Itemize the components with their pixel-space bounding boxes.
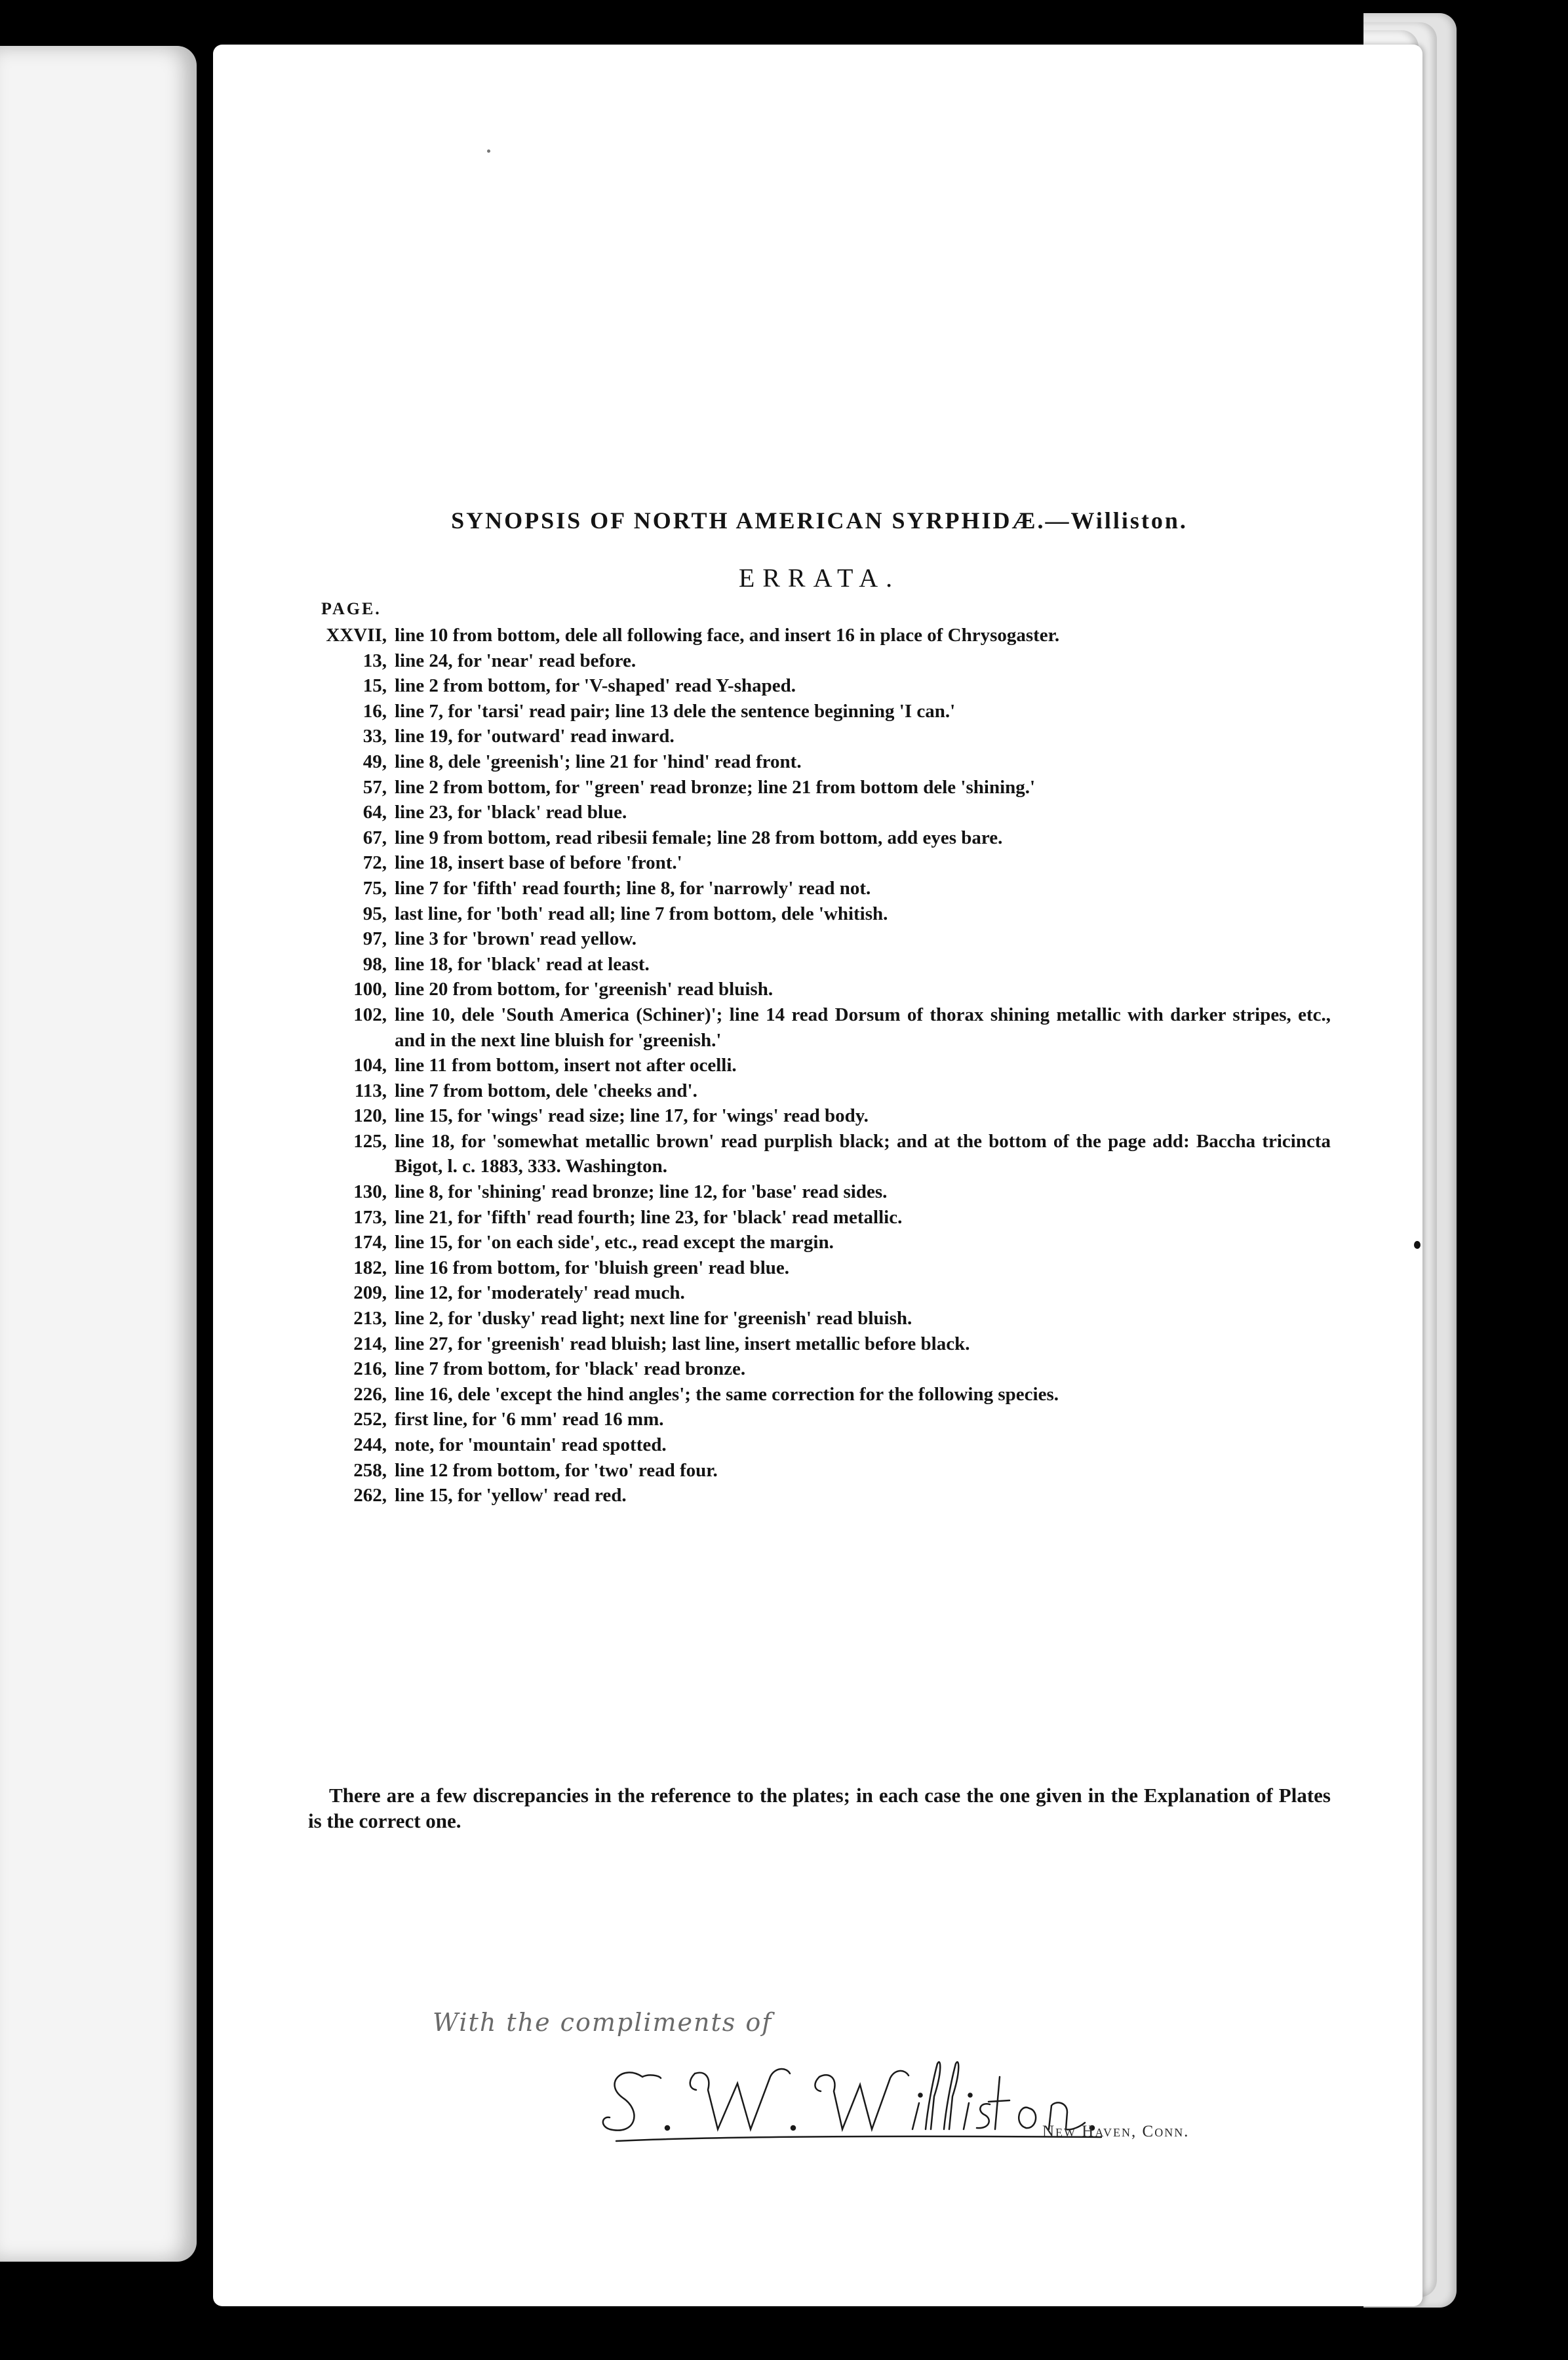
errata-correction: line 12 from bottom, for 'two' read four. — [395, 1459, 718, 1481]
errata-correction: line 8, dele 'greenish'; line 21 for 'hind' read front. — [395, 751, 802, 772]
errata-entry — [308, 1331, 1331, 1357]
errata-entry — [308, 1103, 1331, 1129]
errata-entry — [308, 850, 1331, 876]
errata-correction: line 16 from bottom, for 'bluish green' read blue. — [395, 1257, 790, 1278]
errata-page-number: 104, — [353, 1055, 387, 1076]
errata-entry — [308, 699, 1331, 724]
errata-entry — [308, 1078, 1331, 1104]
errata-entry — [308, 1002, 1331, 1053]
errata-correction: line 27, for 'greenish' read bluish; last line, insert metallic before black. — [395, 1333, 970, 1354]
errata-correction: line 7 from bottom, for 'black' read bronze. — [395, 1358, 746, 1380]
running-head: SYNOPSIS OF NORTH AMERICAN SYRPHIDÆ.—Williston. — [451, 507, 1188, 534]
errata-page-number: 226, — [353, 1383, 387, 1405]
errata-page-number: 64, — [363, 802, 387, 823]
errata-page-number: 262, — [353, 1485, 387, 1506]
errata-page-number: 102, — [353, 1004, 387, 1025]
compliments-stamp: With the compliments of — [433, 2008, 773, 2037]
errata-correction: line 10, dele 'South America (Schiner)'; line 14 read Dorsum of thorax shining metallic with darker stripes, etc., and in the next line bluish for 'greenish.' — [395, 1004, 1331, 1051]
errata-entry — [308, 825, 1331, 851]
errata-page-number: XXVII, — [326, 625, 387, 646]
errata-list — [308, 623, 1331, 1508]
errata-page-number: 213, — [353, 1308, 387, 1329]
errata-correction: line 7, for 'tarsi' read pair; line 13 dele the sentence beginning 'I can.' — [395, 700, 956, 722]
errata-entry — [308, 926, 1331, 952]
errata-heading: ERRATA. — [738, 563, 901, 593]
errata-page-number: 95, — [363, 903, 387, 924]
errata-page-number: 100, — [353, 979, 387, 1000]
errata-page-number: 97, — [363, 928, 387, 950]
errata-correction: line 2, for 'dusky' read light; next line for 'greenish' read bluish. — [395, 1308, 912, 1329]
errata-entry — [308, 724, 1331, 749]
errata-entry — [308, 623, 1331, 648]
errata-page-number: 244, — [353, 1434, 387, 1455]
errata-page-number: 49, — [363, 751, 387, 772]
errata-correction: line 24, for 'near' read before. — [395, 650, 637, 671]
errata-page-number: 67, — [363, 827, 387, 848]
errata-entry — [308, 1483, 1331, 1508]
errata-correction: line 7 from bottom, dele 'cheeks and'. — [395, 1080, 697, 1101]
errata-correction: line 16, dele 'except the hind angles'; the same correction for the following species. — [395, 1383, 1059, 1405]
paper-speck — [487, 149, 490, 153]
address-text: New Haven, Conn. — [1042, 2123, 1190, 2140]
errata-page-number: 113, — [354, 1080, 387, 1101]
errata-page-number: 174, — [353, 1232, 387, 1253]
errata-entry — [308, 1280, 1331, 1306]
errata-correction: line 21, for 'fifth' read fourth; line 23, for 'black' read metallic. — [395, 1206, 903, 1228]
errata-entry — [308, 775, 1331, 800]
facing-page-edge — [0, 46, 197, 2262]
errata-correction: line 20 from bottom, for 'greenish' read bluish. — [395, 979, 774, 1000]
errata-page-number: 173, — [353, 1206, 387, 1228]
errata-correction: line 15, for 'wings' read size; line 17, for 'wings' read body. — [395, 1105, 869, 1127]
errata-entry — [308, 1179, 1331, 1205]
errata-page-number: 120, — [353, 1105, 387, 1127]
errata-entry — [308, 800, 1331, 825]
errata-correction: line 23, for 'black' read blue. — [395, 802, 627, 823]
errata-entry — [308, 749, 1331, 775]
errata-page-number: 216, — [353, 1358, 387, 1380]
errata-page-number: 130, — [353, 1181, 387, 1203]
errata-correction: line 19, for 'outward' read inward. — [395, 726, 675, 747]
book-gutter — [197, 0, 208, 2360]
errata-correction: line 11 from bottom, insert not after ocelli. — [395, 1055, 737, 1076]
errata-entry — [308, 1306, 1331, 1331]
errata-page-number: 57, — [363, 776, 387, 798]
errata-entry — [308, 1458, 1331, 1484]
errata-correction: line 18, insert base of before 'front.' — [395, 852, 682, 874]
errata-correction: last line, for 'both' read all; line 7 from bottom, dele 'whitish. — [395, 903, 888, 924]
errata-correction: line 18, for 'somewhat metallic brown' read purplish black; and at the bottom of the page add: Baccha tricincta Bigot, l. c. 1883, 333. Washington. — [395, 1130, 1331, 1177]
errata-entry — [308, 673, 1331, 699]
errata-correction: line 7 for 'fifth' read fourth; line 8, for 'narrowly' read not. — [395, 877, 871, 899]
errata-page-number: 13, — [363, 650, 387, 671]
errata-correction: line 18, for 'black' read at least. — [395, 953, 650, 975]
address-stamp — [1042, 2123, 1189, 2141]
errata-entry — [308, 1053, 1331, 1078]
errata-correction: line 2 from bottom, for "green' read bronze; line 21 from bottom dele 'shining.' — [395, 776, 1036, 798]
errata-entry — [308, 1356, 1331, 1382]
errata-page-number: 75, — [363, 877, 387, 899]
errata-page-number: 98, — [363, 953, 387, 975]
errata-entry — [308, 648, 1331, 674]
errata-entry — [308, 1129, 1331, 1179]
ink-dot — [1414, 1241, 1421, 1249]
errata-entry — [308, 1230, 1331, 1255]
errata-entry — [308, 1205, 1331, 1230]
page-column-label: PAGE. — [321, 599, 382, 618]
errata-page-number: 15, — [363, 675, 387, 697]
errata-correction: note, for 'mountain' read spotted. — [395, 1434, 667, 1455]
errata-entry — [308, 901, 1331, 927]
errata-correction: line 9 from bottom, read ribesii female; line 28 from bottom, add eyes bare. — [395, 827, 1003, 848]
errata-page-number: 209, — [353, 1282, 387, 1304]
errata-correction: line 15, for 'yellow' read red. — [395, 1485, 627, 1506]
errata-page-number: 125, — [353, 1130, 387, 1152]
errata-entry — [308, 1255, 1331, 1281]
errata-correction: first line, for '6 mm' read 16 mm. — [395, 1409, 664, 1430]
errata-correction: line 2 from bottom, for 'V-shaped' read Y-shaped. — [395, 675, 796, 697]
errata-page-number: 72, — [363, 852, 387, 874]
errata-entry — [308, 952, 1331, 977]
errata-page — [213, 45, 1422, 2306]
errata-page-number: 182, — [353, 1257, 387, 1278]
errata-correction: line 15, for 'on each side', etc., read except the margin. — [395, 1232, 834, 1253]
errata-entry — [308, 876, 1331, 901]
errata-correction: line 8, for 'shining' read bronze; line 12, for 'base' read sides. — [395, 1181, 888, 1203]
errata-entry — [308, 977, 1331, 1002]
errata-entry — [308, 1432, 1331, 1458]
errata-correction: line 3 for 'brown' read yellow. — [395, 928, 637, 950]
errata-page-number: 252, — [353, 1409, 387, 1430]
errata-correction: line 10 from bottom, dele all following face, and insert 16 in place of Chrysogaster. — [395, 625, 1060, 646]
errata-entry — [308, 1382, 1331, 1407]
closing-note: There are a few discrepancies in the reference to the plates; in each case the one given in the Explanation of Plates is the correct one. — [308, 1784, 1331, 1832]
errata-page-number: 33, — [363, 726, 387, 747]
errata-page-number: 214, — [353, 1333, 387, 1354]
errata-correction: line 12, for 'moderately' read much. — [395, 1282, 685, 1304]
errata-page-number: 16, — [363, 700, 387, 722]
errata-entry — [308, 1407, 1331, 1432]
errata-page-number: 258, — [353, 1459, 387, 1481]
